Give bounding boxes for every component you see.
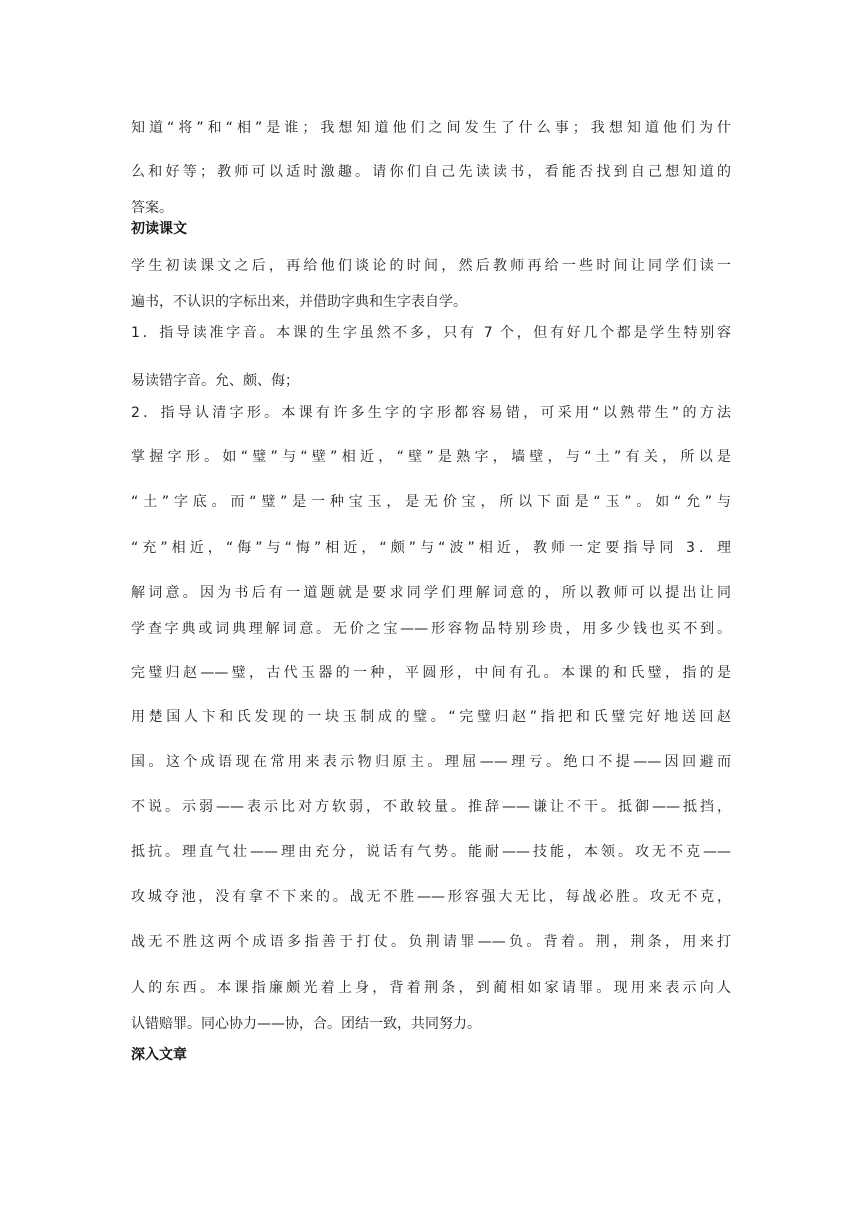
paragraph-line: 抵抗。理直气壮——理由充分，说话有气势。能耐——技能，本领。攻无不克—— [131, 844, 731, 860]
paragraph-line: 攻城夺池，没有拿不下来的。战无不胜——形容强大无比，每战必胜。攻无不克， [131, 889, 731, 905]
paragraph-line: “充”相近，“侮”与“悔”相近，“颇”与“波”相近，教师一定要指导同 3．理 [131, 540, 731, 556]
paragraph-line: 战无不胜这两个成语多指善于打仗。负荆请罪——负。背着。荆，荆条，用来打 [131, 934, 731, 950]
paragraph-line: 么和好等；教师可以适时激趣。请你们自己先读读书，看能否找到自己想知道的 [131, 164, 731, 180]
paragraph-line: 认错赔罪。同心协力——协，合。团结一致，共同努力。 [131, 1016, 481, 1032]
paragraph-line: 国。这个成语现在常用来表示物归原主。理屈——理亏。绝口不提——因回避而 [131, 754, 731, 770]
section-heading: 初读课文 [131, 221, 187, 237]
paragraph-line: 用楚国人卞和氏发现的一块玉制成的璧。“完璧归赵”指把和氏璧完好地送回赵 [131, 709, 731, 725]
paragraph-line: 人的东西。本课指廉颇光着上身，背着荆条，到蔺相如家请罪。现用来表示向人 [131, 980, 731, 996]
paragraph-line: 解词意。因为书后有一道题就是要求同学们理解词意的，所以教师可以提出让同 [131, 585, 731, 601]
paragraph-line: 易读错字音。允、颇、侮； [131, 373, 299, 389]
paragraph-line: 答案。 [131, 200, 173, 216]
paragraph-line: 学生初读课文之后，再给他们谈论的时间，然后教师再给一些时间让同学们读一 [131, 258, 731, 274]
paragraph-line: 掌握字形。如“璧”与“壁”相近，“壁”是熟字，墙壁，与“土”有关，所以是 [131, 449, 731, 465]
paragraph-line: 遍书，不认识的字标出来，并借助字典和生字表自学。 [131, 294, 467, 310]
paragraph-line: 不说。示弱——表示比对方软弱，不敢较量。推辞——谦让不干。抵御——抵挡， [131, 799, 731, 815]
section-heading: 深入文章 [131, 1047, 187, 1063]
paragraph-line: 1．指导读准字音。本课的生字虽然不多，只有 7 个，但有好几个都是学生特别容 [131, 325, 731, 341]
paragraph-line: 完璧归赵——璧，古代玉器的一种，平圆形，中间有孔。本课的和氏璧，指的是 [131, 665, 731, 681]
paragraph-line: 2．指导认清字形。本课有许多生字的字形都容易错，可采用“以熟带生”的方法 [131, 405, 731, 421]
paragraph-line: “土”字底。而“璧”是一种宝玉，是无价宝，所以下面是“玉”。如“允”与 [131, 494, 731, 510]
paragraph-line: 知道“将”和“相”是谁；我想知道他们之间发生了什么事；我想知道他们为什 [131, 120, 731, 136]
paragraph-line: 学查字典或词典理解词意。无价之宝——形容物品特别珍贵，用多少钱也买不到。 [131, 621, 731, 637]
